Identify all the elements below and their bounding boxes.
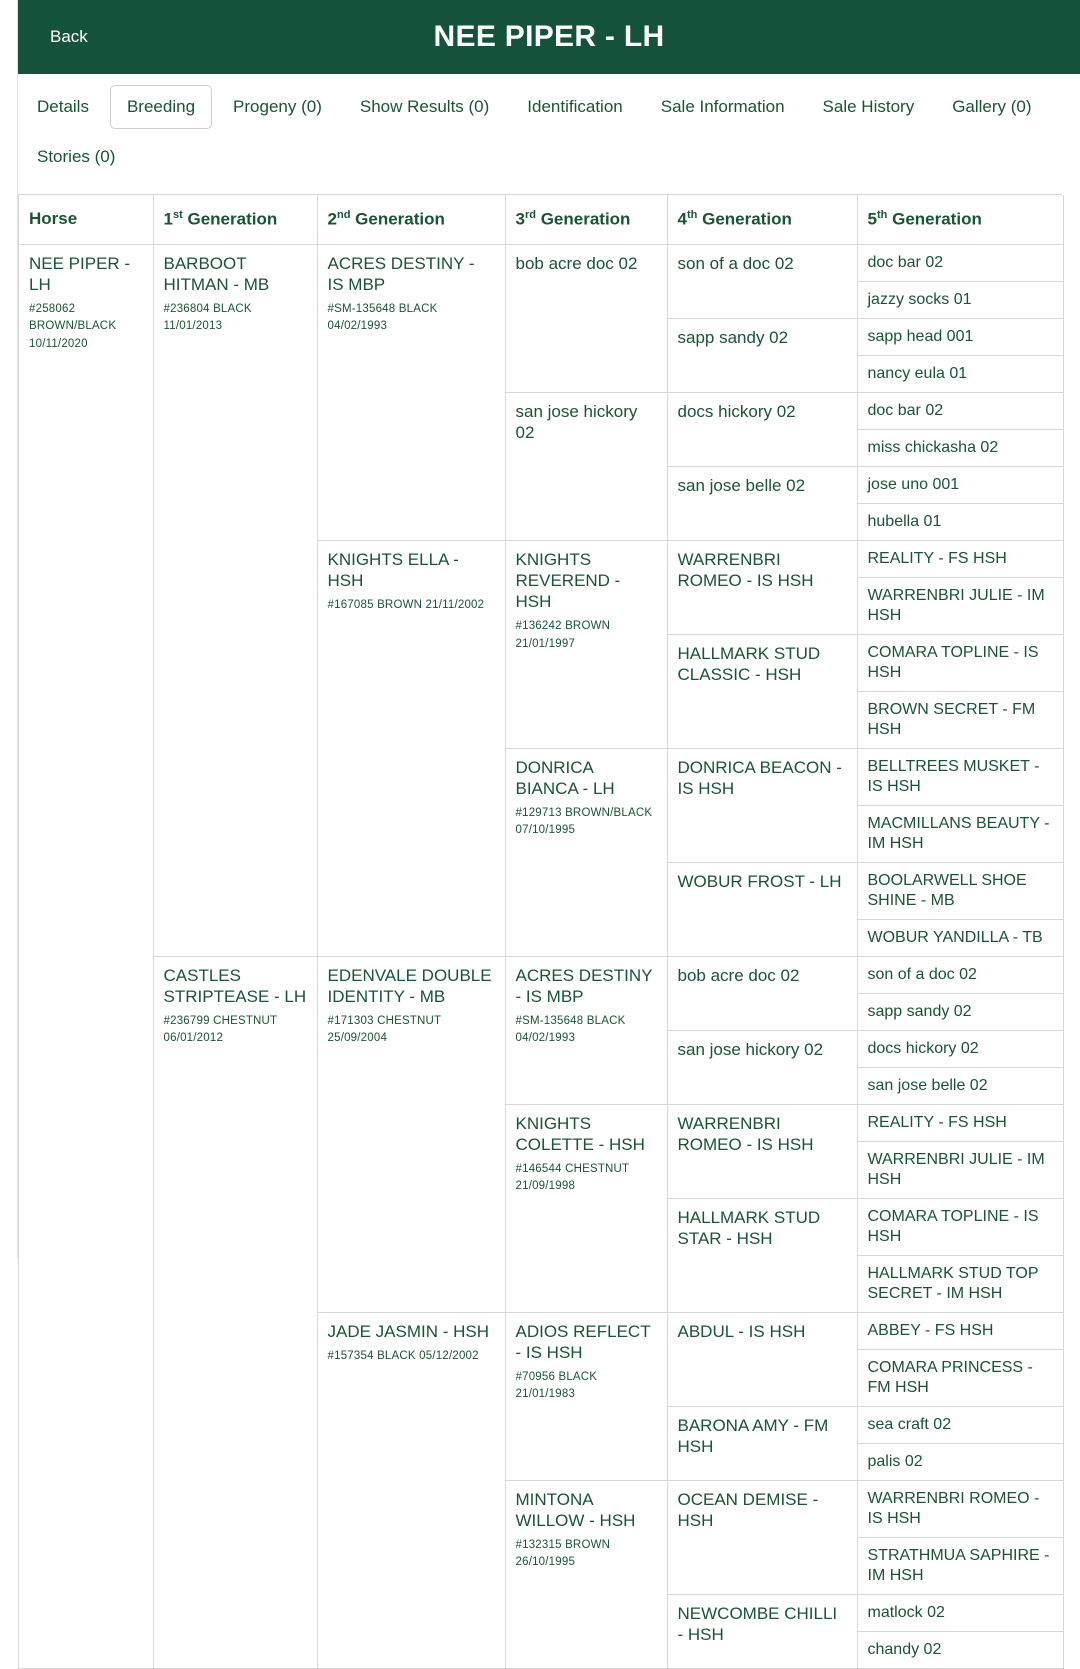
gen4-cell[interactable] bbox=[667, 1406, 857, 1480]
gen5-text: Generation bbox=[892, 209, 982, 229]
gen2-cell[interactable] bbox=[317, 1312, 505, 1668]
column-header-gen4 bbox=[667, 195, 857, 244]
gen5-cell[interactable]: WARRENBRI JULIE - IM HSH bbox=[857, 577, 1063, 634]
gen5-cell[interactable]: COMARA PRINCESS - FM HSH bbox=[857, 1349, 1063, 1406]
gen1-meta: #236804 BLACK 11/01/2013 bbox=[163, 303, 252, 333]
gen2-cell[interactable] bbox=[317, 540, 505, 956]
tab-breeding[interactable]: Breeding bbox=[110, 85, 212, 129]
gen4-sup: th bbox=[686, 209, 698, 221]
gen1-name: BARBOOT HITMAN - MB bbox=[163, 253, 270, 294]
gen3-name: KNIGHTS COLETTE - HSH bbox=[515, 1113, 645, 1154]
gen5-cell[interactable]: jazzy socks 01 bbox=[857, 281, 1063, 318]
subject-name: NEE PIPER - LH bbox=[29, 253, 131, 294]
gen4-name: HALLMARK STUD CLASSIC - HSH bbox=[677, 643, 821, 684]
gen3-num: 3 bbox=[515, 209, 525, 229]
column-header-gen1 bbox=[153, 195, 317, 244]
gen4-name: NEWCOMBE CHILLI - HSH bbox=[677, 1603, 838, 1644]
gen4-cell[interactable] bbox=[667, 1480, 857, 1594]
tab-sale-information[interactable]: Sale Information bbox=[660, 97, 785, 116]
tab-show-results[interactable]: Show Results (0) bbox=[359, 97, 490, 116]
gen3-meta: #70956 BLACK 21/01/1983 bbox=[515, 1371, 598, 1401]
gen3-cell[interactable] bbox=[505, 956, 667, 1104]
gen3-meta: #136242 BROWN 21/01/1997 bbox=[515, 620, 611, 650]
gen4-name: bob acre doc 02 bbox=[677, 965, 800, 985]
gen5-cell[interactable]: WARRENBRI ROMEO - IS HSH bbox=[857, 1480, 1063, 1537]
subject-cell[interactable] bbox=[19, 244, 153, 1668]
tab-stories[interactable]: Stories (0) bbox=[37, 147, 116, 166]
gen4-cell[interactable] bbox=[667, 466, 857, 540]
card-left-edge bbox=[0, 0, 18, 1258]
gen5-cell[interactable]: doc bar 02 bbox=[857, 392, 1063, 429]
gen5-num: 5 bbox=[867, 209, 877, 229]
gen2-meta: #167085 BROWN 21/11/2002 bbox=[327, 599, 485, 612]
gen3-name: ACRES DESTINY - IS MBP bbox=[515, 965, 653, 1006]
gen2-cell[interactable] bbox=[317, 956, 505, 1312]
gen3-name: bob acre doc 02 bbox=[515, 253, 638, 273]
page-title: NEE PIPER - LH bbox=[433, 20, 665, 53]
gen5-cell[interactable]: STRATHMUA SAPHIRE - IM HSH bbox=[857, 1537, 1063, 1594]
gen4-cell[interactable] bbox=[667, 1030, 857, 1104]
gen5-cell[interactable]: ABBEY - FS HSH bbox=[857, 1312, 1063, 1349]
gen5-cell[interactable]: sea craft 02 bbox=[857, 1406, 1063, 1443]
gen5-cell[interactable]: miss chickasha 02 bbox=[857, 429, 1063, 466]
gen5-cell[interactable]: BROWN SECRET - FM HSH bbox=[857, 691, 1063, 748]
gen5-cell[interactable]: jose uno 001 bbox=[857, 466, 1063, 503]
gen4-name: docs hickory 02 bbox=[677, 401, 796, 421]
gen3-text: Generation bbox=[540, 209, 631, 229]
gen3-cell[interactable] bbox=[505, 540, 667, 748]
gen5-cell[interactable]: nancy eula 01 bbox=[857, 355, 1063, 392]
gen1-name: CASTLES STRIPTEASE - LH bbox=[163, 965, 307, 1006]
gen3-name: san jose hickory 02 bbox=[515, 401, 638, 442]
gen2-name: KNIGHTS ELLA - HSH bbox=[327, 549, 459, 590]
gen2-name: ACRES DESTINY - IS MBP bbox=[327, 253, 475, 294]
gen4-cell[interactable] bbox=[667, 392, 857, 466]
gen4-name: sapp sandy 02 bbox=[677, 327, 789, 347]
gen4-name: DONRICA BEACON - IS HSH bbox=[677, 757, 842, 798]
gen5-cell[interactable]: COMARA TOPLINE - IS HSH bbox=[857, 634, 1063, 691]
gen4-name: WOBUR FROST - LH bbox=[677, 871, 842, 891]
gen5-cell[interactable]: COMARA TOPLINE - IS HSH bbox=[857, 1198, 1063, 1255]
subject-meta: #258062 BROWN/BLACK 10/11/2020 bbox=[29, 303, 117, 350]
gen4-name: son of a doc 02 bbox=[677, 253, 794, 273]
gen5-cell[interactable]: BELLTREES MUSKET - IS HSH bbox=[857, 748, 1063, 805]
gen4-cell[interactable] bbox=[667, 748, 857, 862]
gen4-cell[interactable] bbox=[667, 244, 857, 318]
gen4-name: OCEAN DEMISE - HSH bbox=[677, 1489, 819, 1530]
gen2-name: JADE JASMIN - HSH bbox=[327, 1321, 490, 1341]
gen4-cell[interactable] bbox=[667, 1594, 857, 1668]
gen3-name: DONRICA BIANCA - LH bbox=[515, 757, 615, 798]
gen4-cell[interactable] bbox=[667, 318, 857, 392]
gen4-name: san jose belle 02 bbox=[677, 475, 806, 495]
gen5-cell[interactable]: matlock 02 bbox=[857, 1594, 1063, 1631]
gen5-cell[interactable]: palis 02 bbox=[857, 1443, 1063, 1480]
gen2-text: Generation bbox=[355, 209, 445, 229]
gen4-cell[interactable] bbox=[667, 1312, 857, 1406]
tab-bar bbox=[18, 74, 1080, 186]
gen1-cell[interactable] bbox=[153, 956, 317, 1668]
gen4-cell[interactable] bbox=[667, 1104, 857, 1198]
gen3-cell[interactable] bbox=[505, 1104, 667, 1312]
gen4-name: san jose hickory 02 bbox=[677, 1039, 824, 1059]
table-row bbox=[19, 956, 1063, 993]
gen3-meta: #SM-135648 BLACK 04/02/1993 bbox=[515, 1015, 626, 1045]
gen4-name: ABDUL - IS HSH bbox=[677, 1321, 806, 1341]
gen2-name: EDENVALE DOUBLE IDENTITY - MB bbox=[327, 965, 492, 1006]
gen4-cell[interactable] bbox=[667, 862, 857, 956]
gen2-sup: nd bbox=[336, 209, 351, 221]
tab-sale-history[interactable]: Sale History bbox=[822, 97, 915, 116]
gen5-cell[interactable]: BOOLARWELL SHOE SHINE - MB bbox=[857, 862, 1063, 919]
gen1-cell[interactable] bbox=[153, 244, 317, 956]
gen4-name: HALLMARK STUD STAR - HSH bbox=[677, 1207, 821, 1248]
column-header-gen2 bbox=[317, 195, 505, 244]
pedigree-table-wrapper bbox=[18, 194, 1062, 1669]
gen4-cell[interactable] bbox=[667, 1198, 857, 1312]
gen4-cell[interactable] bbox=[667, 540, 857, 634]
gen2-meta: #171303 CHESTNUT 25/09/2004 bbox=[327, 1015, 442, 1045]
gen3-sup: rd bbox=[524, 209, 536, 221]
gen3-meta: #132315 BROWN 26/10/1995 bbox=[515, 1539, 611, 1569]
tab-identification[interactable]: Identification bbox=[527, 97, 623, 116]
gen5-cell[interactable]: WARRENBRI JULIE - IM HSH bbox=[857, 1141, 1063, 1198]
gen3-cell[interactable] bbox=[505, 244, 667, 392]
tab-progeny[interactable]: Progeny (0) bbox=[233, 97, 322, 116]
gen5-cell[interactable]: hubella 01 bbox=[857, 503, 1063, 540]
column-header-gen3 bbox=[505, 195, 667, 244]
gen5-cell[interactable]: WOBUR YANDILLA - TB bbox=[857, 919, 1063, 956]
table-row bbox=[19, 244, 1063, 281]
column-header-gen5 bbox=[857, 195, 1063, 244]
gen3-cell[interactable] bbox=[505, 1480, 667, 1668]
gen4-name: WARRENBRI ROMEO - IS HSH bbox=[677, 549, 814, 590]
gen4-text: Generation bbox=[702, 209, 792, 229]
gen5-cell[interactable]: sapp sandy 02 bbox=[857, 993, 1063, 1030]
gen2-num: 2 bbox=[327, 209, 337, 229]
gen5-cell[interactable]: chandy 02 bbox=[857, 1631, 1063, 1668]
gen5-cell[interactable]: HALLMARK STUD TOP SECRET - IM HSH bbox=[857, 1255, 1063, 1312]
tab-details[interactable]: Details bbox=[37, 97, 89, 116]
gen3-cell[interactable] bbox=[505, 748, 667, 956]
page-header bbox=[18, 0, 1080, 74]
gen1-num: 1 bbox=[163, 209, 173, 229]
gen5-sup: th bbox=[876, 209, 888, 221]
gen5-cell[interactable]: doc bar 02 bbox=[857, 244, 1063, 281]
gen3-name: ADIOS REFLECT - IS HSH bbox=[515, 1321, 651, 1362]
tab-gallery[interactable]: Gallery (0) bbox=[952, 97, 1032, 116]
gen3-name: MINTONA WILLOW - HSH bbox=[515, 1489, 636, 1530]
gen4-name: BARONA AMY - FM HSH bbox=[677, 1415, 829, 1456]
gen4-cell[interactable] bbox=[667, 956, 857, 1030]
gen1-text: Generation bbox=[187, 209, 278, 229]
gen1-meta: #236799 CHESTNUT 06/01/2012 bbox=[163, 1015, 278, 1045]
gen5-cell[interactable]: REALITY - FS HSH bbox=[857, 1104, 1063, 1141]
back-button[interactable]: Back bbox=[36, 21, 102, 53]
table-header-row bbox=[19, 195, 1063, 244]
gen5-cell[interactable]: docs hickory 02 bbox=[857, 1030, 1063, 1067]
gen4-cell[interactable] bbox=[667, 634, 857, 748]
gen5-cell[interactable]: sapp head 001 bbox=[857, 318, 1063, 355]
gen4-name: WARRENBRI ROMEO - IS HSH bbox=[677, 1113, 814, 1154]
gen2-cell[interactable] bbox=[317, 244, 505, 540]
gen4-num: 4 bbox=[677, 209, 687, 229]
gen3-cell[interactable] bbox=[505, 392, 667, 540]
gen3-cell[interactable] bbox=[505, 1312, 667, 1480]
gen3-meta: #129713 BROWN/BLACK 07/10/1995 bbox=[515, 807, 653, 837]
gen1-sup: st bbox=[172, 209, 183, 221]
gen5-cell[interactable]: MACMILLANS BEAUTY - IM HSH bbox=[857, 805, 1063, 862]
column-header-horse: Horse bbox=[19, 195, 153, 244]
gen5-cell[interactable]: san jose belle 02 bbox=[857, 1067, 1063, 1104]
gen5-cell[interactable]: REALITY - FS HSH bbox=[857, 540, 1063, 577]
gen5-cell[interactable]: son of a doc 02 bbox=[857, 956, 1063, 993]
gen2-meta: #157354 BLACK 05/12/2002 bbox=[327, 1349, 479, 1362]
pedigree-table bbox=[19, 195, 1064, 1669]
gen3-name: KNIGHTS REVEREND - HSH bbox=[515, 549, 621, 612]
gen3-meta: #146544 CHESTNUT 21/09/1998 bbox=[515, 1163, 630, 1193]
gen2-meta: #SM-135648 BLACK 04/02/1993 bbox=[327, 303, 438, 333]
